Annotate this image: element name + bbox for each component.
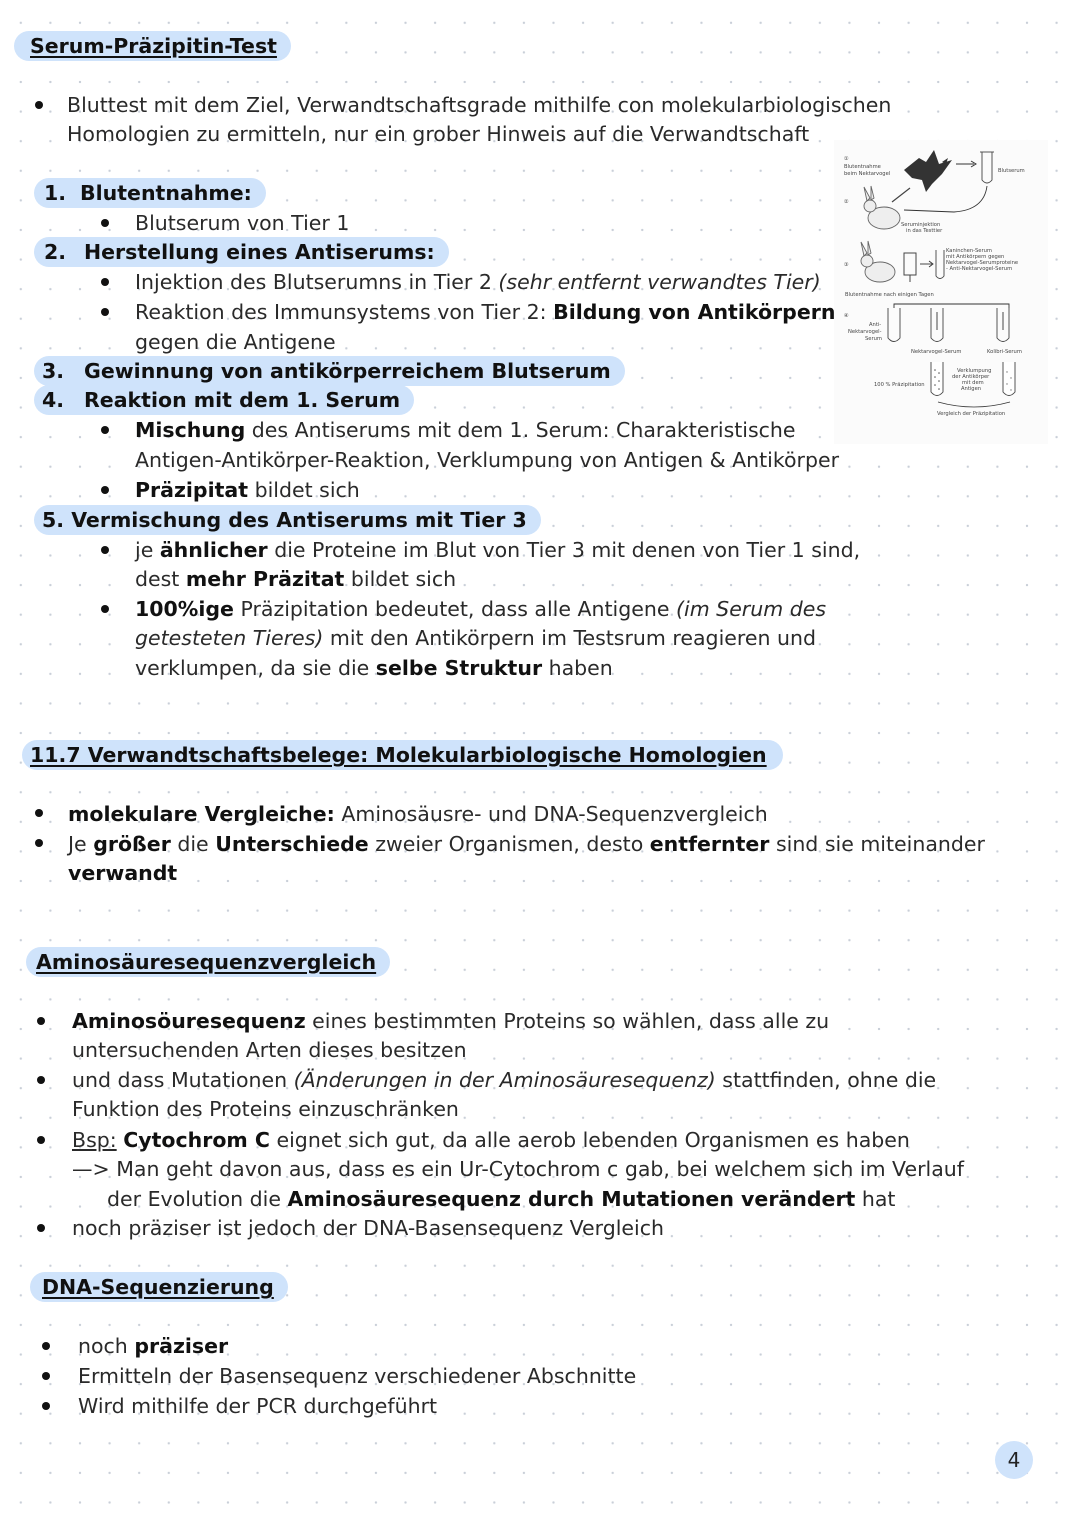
bullet (101, 605, 109, 613)
section-title-dna-sequencing: DNA-Sequenzierung (30, 1272, 288, 1302)
label-blutentnahme-2: beim Nektarvogel (844, 171, 891, 177)
label-nach-tagen: Blutentnahme nach einigen Tagen (845, 292, 934, 298)
test-tube-icon (980, 152, 994, 183)
section-title-amino-acid-comparison: Aminosäuresequenzvergleich (26, 947, 390, 977)
bullet (42, 1342, 50, 1350)
dna-bullet-1: noch präziser (78, 1334, 229, 1358)
step-4-bullet-2: Präzipitat bildet sich (135, 478, 360, 502)
label-verklumpung-3: mit dem (962, 380, 984, 386)
bullet (101, 219, 109, 227)
syringe-icon (904, 253, 916, 282)
label-vergleich: Vergleich der Präzipitation (937, 411, 1006, 417)
bullet (35, 809, 43, 817)
bullet (37, 1136, 45, 1144)
amino-bullet-4: noch präziser ist jedoch der DNA-Basensequenz Vergleich (72, 1216, 664, 1240)
step-3-heading: 3. Gewinnung von antikörperreichem Blutserum (34, 356, 625, 386)
label-blutentnahme-1: Blutentnahme (844, 164, 881, 170)
amino-bullet-2: und dass Mutationen (Änderungen in der Aminosäuresequenz) stattfinden, ohne die (72, 1068, 937, 1092)
step-1-bullet: Blutserum von Tier 1 (135, 211, 350, 235)
test-tube-icon (931, 362, 943, 396)
label-blutserum: Blutserum (998, 168, 1025, 174)
rabbit-icon (861, 241, 895, 282)
label-100-praezipitation: 100 % Präzipitation (874, 382, 925, 388)
label-kaninchen-3: Nektarvogel-Serumproteine (946, 260, 1019, 266)
step-2-bullet-2: Reaktion des Immunsystems von Tier 2: Bildung von Antikörpern (135, 300, 836, 324)
syringe-icon (892, 188, 910, 202)
bullet (37, 1017, 45, 1025)
step-marker-3: ③ (844, 262, 849, 268)
test-tube-icon (936, 250, 944, 279)
precipitin-test-diagram (834, 140, 1048, 444)
bullet (37, 1224, 45, 1232)
step-4-bullet-1: Mischung des Antiserums mit dem 1. Serum: Charakteristische (135, 418, 796, 442)
amino-bullet-3: Bsp: Cytochrom C eignet sich gut, da alle aerob lebenden Organismen es haben (72, 1128, 910, 1152)
step-marker-4: ④ (844, 313, 849, 319)
label-verklumpung-2: der Antikörper (952, 374, 990, 380)
step-4-heading: 4. Reaktion mit dem 1. Serum (34, 385, 414, 415)
section-title-serum-test: Serum-Präzipitin-Test (14, 31, 291, 61)
label-anti-3: Serum (865, 336, 882, 342)
label-kaninchen-2: mit Antikörpern gegen (946, 254, 1005, 260)
amino-bullet-1-cont: untersuchenden Arten dieses besitzen (72, 1038, 467, 1062)
amino-bullet-3-arrow: —> Man geht davon aus, dass es ein Ur-Cytochrom c gab, bei welchem sich im Verlauf (72, 1157, 965, 1181)
label-verklumpung-1: Verklumpung (957, 368, 992, 374)
step-5-bullet-2-cont-1: getesteten Tieres) mit den Antikörpern im Testsrum reagieren und (135, 626, 816, 650)
step-5-bullet-2: 100%ige Präzipitation bedeutet, dass alle Antigene (im Serum des (135, 597, 827, 621)
step-2-bullet-2-cont: gegen die Antigene (135, 330, 336, 354)
label-anti-1: Anti- (869, 322, 882, 328)
molecular-bullet-1: molekulare Vergleiche: Aminosäusre- und DNA-Sequenzvergleich (68, 802, 768, 826)
label-anti-2: Nektarvogel- (848, 329, 882, 335)
step-4-bullet-1-cont: Antigen-Antikörper-Reaktion, Verklumpung von Antigen & Antikörper (135, 448, 839, 472)
section-title-molecular-homologies: 11.7 Verwandtschaftsbelege: Molekularbiologische Homologien (22, 740, 783, 770)
bullet (42, 1402, 50, 1410)
label-kaninchen-1: Kaninchen-Serum (946, 248, 992, 254)
amino-bullet-2-cont: Funktion des Proteins einzuschränken (72, 1097, 459, 1121)
step-5-bullet-1: je ähnlicher die Proteine im Blut von Tier 3 mit denen von Tier 1 sind, (135, 538, 861, 562)
step-2-bullet-1: Injektion des Blutserumns in Tier 2 (sehr entfernt verwandtes Tier) (135, 270, 821, 294)
bullet (101, 546, 109, 554)
step-1-heading: 1. Blutentnahme: (34, 178, 266, 208)
intro-line-2: Homologien zu ermitteln, nur ein grober Hinweis auf die Verwandtschaft (67, 122, 810, 146)
step-marker-1: ① (844, 156, 849, 162)
bullet (37, 1076, 45, 1084)
bullet (101, 278, 109, 286)
label-seruminjektion-2: in das Testtier (906, 228, 943, 234)
dna-bullet-3: Wird mithilfe der PCR durchgeführt (78, 1394, 438, 1418)
label-kaninchen-4: - Anti-Nektarvogel-Serum (946, 266, 1013, 272)
bullet (101, 486, 109, 494)
bullet (35, 839, 43, 847)
molecular-bullet-2-cont: verwandt (68, 861, 178, 885)
amino-bullet-3-cont: der Evolution die Aminosäuresequenz durch Mutationen verändert hat (107, 1187, 896, 1211)
bullet (35, 101, 43, 109)
bullet (101, 426, 109, 434)
dna-bullet-2: Ermitteln der Basensequenz verschiedener Abschnitte (78, 1364, 637, 1388)
step-2-heading: 2. Herstellung eines Antiserums: (34, 237, 449, 267)
nectar-bird-icon (904, 150, 952, 192)
bullet (42, 1372, 50, 1380)
label-verklumpung-4: Antigen (961, 386, 982, 392)
page-number: 4 (995, 1441, 1033, 1479)
test-tube-icon (1003, 362, 1015, 396)
label-kolibri-serum: Kolibri-Serum (987, 349, 1022, 355)
amino-bullet-1: Aminosöuresequenz eines bestimmten Proteins so wählen, dass alle zu (72, 1009, 830, 1033)
step-marker-2: ② (844, 199, 849, 205)
step-5-bullet-2-cont-2: verklumpen, da sie die selbe Struktur haben (135, 656, 613, 680)
label-seruminjektion-1: Seruminjektion (901, 222, 941, 228)
bullet (101, 308, 109, 316)
intro-line-1: Bluttest mit dem Ziel, Verwandtschaftsgrade mithilfe con molekularbiologischen (67, 93, 892, 117)
step-5-bullet-1-cont: dest mehr Präzitat bildet sich (135, 567, 457, 591)
label-nektarvogel-serum: Nektarvogel-Serum (911, 349, 962, 355)
rabbit-icon (864, 186, 900, 229)
molecular-bullet-2: Je größer die Unterschiede zweier Organismen, desto entfernter sind sie miteinander (68, 832, 985, 856)
step-5-heading: 5. Vermischung des Antiserums mit Tier 3 (34, 505, 541, 535)
test-tube-icon (888, 308, 900, 342)
